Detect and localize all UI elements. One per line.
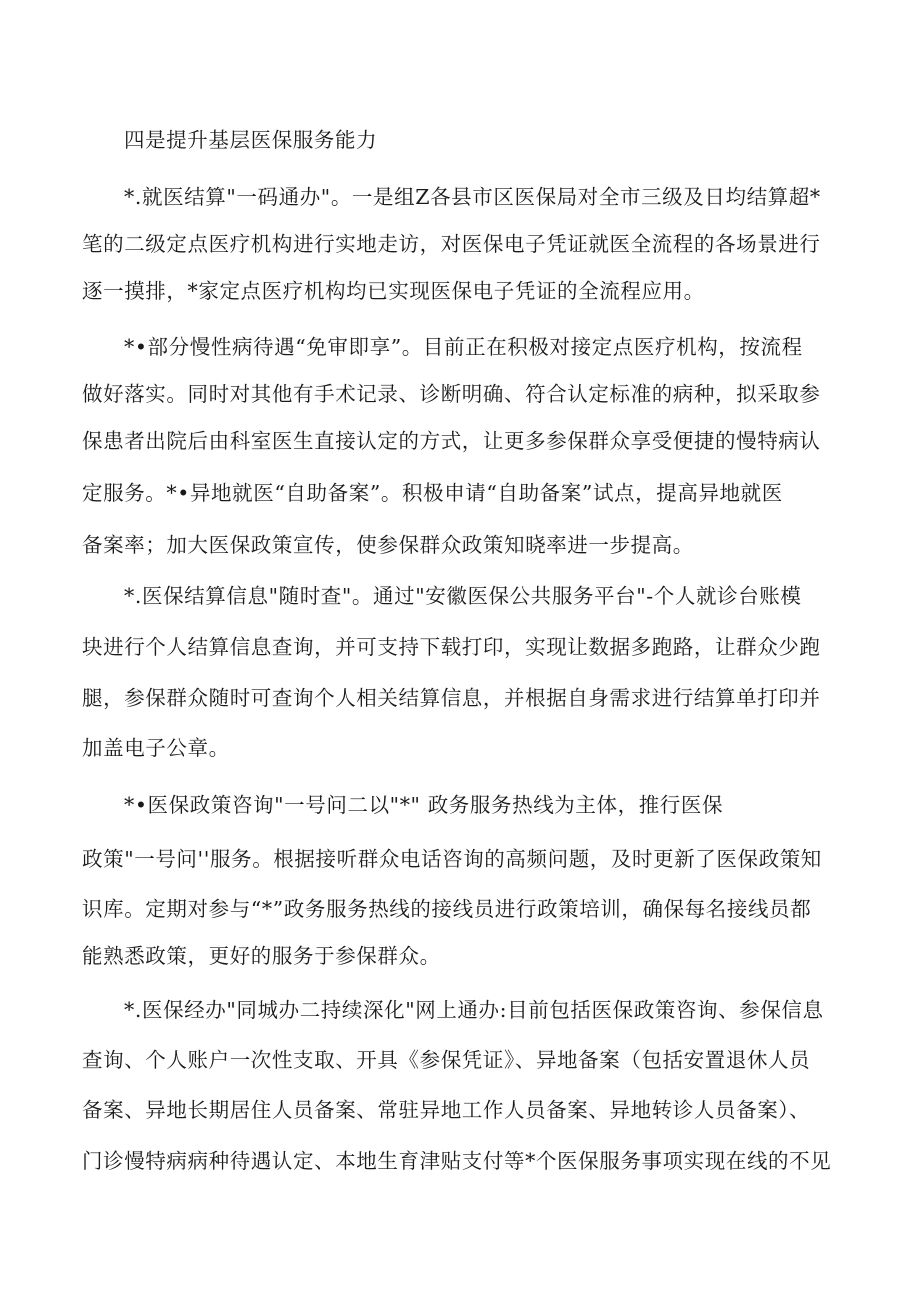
paragraph-line: *.医保结算信息"随时查"。通过"安徽医保公共服务平台"-个人就诊台账模 [124,584,802,608]
paragraph-line: 识库。定期对参与“*”政务服务热线的接线员进行政策培训，确保每名接线员都 [82,897,812,921]
paragraph-line: 腿，参保群众随时可查询个人相关结算信息，并根据自身需求进行结算单打印并 [82,686,821,710]
paragraph-line: 逐一摸排，*家定点医疗机构均已实现医保电子凭证的全流程应用。 [82,279,705,303]
paragraph-line: *.就医结算"一码通办"。一是组Z各县市区医保局对全市三级及日均结算超* [124,185,821,209]
paragraph-line: *.医保经办"同城办二持续深化"网上通办:目前包括医保政策咨询、参保信息 [124,998,824,1022]
paragraph-line: 块进行个人结算信息查询，并可支持下载打印，实现让数据多跑路，让群众少跑 [82,635,821,659]
paragraph-line: 门诊慢特病病种待遇认定、本地生育津贴支付等*个医保服务事项实现在线的不见 [82,1149,832,1173]
paragraph-line: 备案、异地长期居住人员备案、常驻异地工作人员备案、异地转诊人员备案）、 [82,1098,811,1122]
paragraph-line: *•部分慢性病待遇“免审即享”。目前正在积极对接定点医疗机构，按流程 [124,335,803,359]
section-heading: 四是提升基层医保服务能力 [124,128,378,152]
paragraph-line: 笔的二级定点医疗机构进行实地走访，对医保电子凭证就医全流程的各场景进行 [82,232,821,256]
paragraph-line: 做好落实。同时对其他有手术记录、诊断明确、符合认定标准的病种，拟采取参 [82,382,821,406]
paragraph-line: 查询、个人账户一次性支取、开具《参保凭证》、异地备案（包括安置退休人员 [82,1048,811,1072]
paragraph-line: 备案率；加大医保政策宣传，使参保群众政策知晓率进一步提高。 [82,533,694,557]
paragraph-line: 加盖电子公章。 [82,736,230,760]
paragraph-line: 定服务。*•异地就医“自助备案”。积极申请“自助备案”试点，提高异地就医 [82,481,783,505]
paragraph-line: *•医保政策咨询"一号问二以"*" 政务服务热线为主体，推行医保 [124,793,724,817]
paragraph-line: 能熟悉政策，更好的服务于参保群众。 [82,944,441,968]
paragraph-line: 保患者出院后由科室医生直接认定的方式，让更多参保群众享受便捷的慢特病认 [82,429,821,453]
paragraph-line: 政策"一号问''服务。根据接听群众电话咨询的高频问题，及时更新了医保政策知 [82,847,822,871]
